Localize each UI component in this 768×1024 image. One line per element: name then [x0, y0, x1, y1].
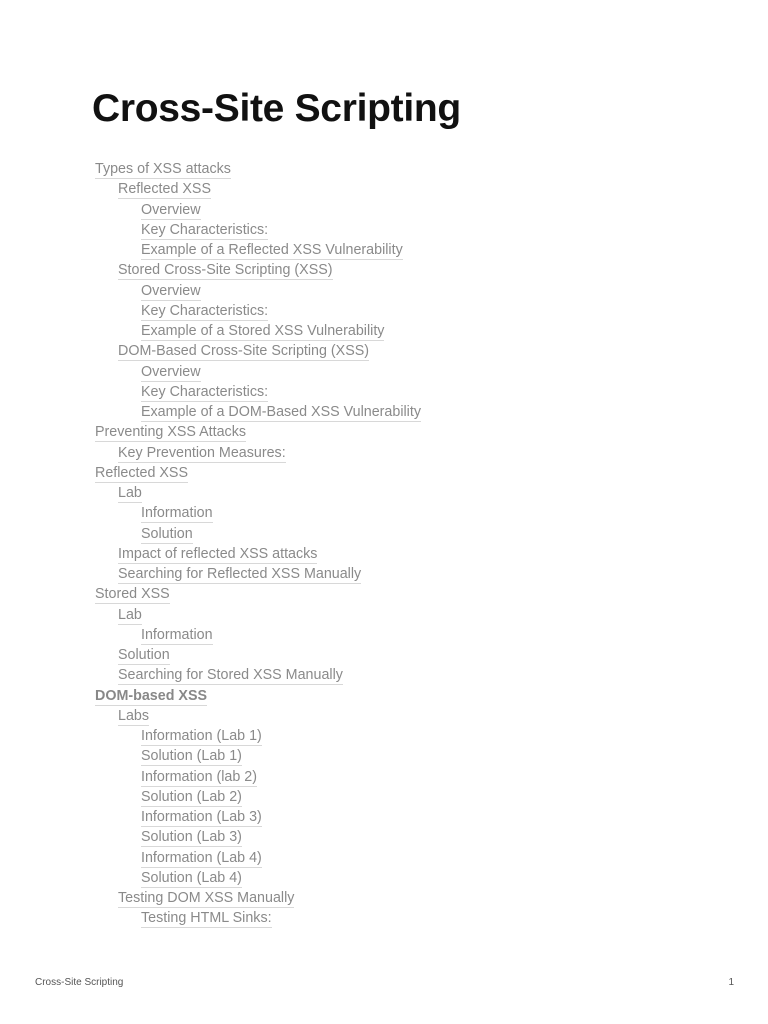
toc-link[interactable]: Reflected XSS — [118, 181, 211, 198]
toc-item — [95, 605, 421, 625]
toc-link[interactable]: Lab — [118, 606, 142, 623]
toc-item — [95, 281, 421, 301]
toc-link[interactable]: Solution (Lab 4) — [141, 869, 242, 886]
toc-item — [95, 503, 421, 523]
toc-link[interactable]: Overview — [141, 282, 201, 299]
toc-item — [95, 200, 421, 220]
toc-item — [95, 888, 421, 908]
toc-item — [95, 220, 421, 240]
toc-item — [95, 402, 421, 422]
toc-link[interactable]: Solution — [118, 647, 170, 663]
toc-link[interactable]: Key Prevention Measures: — [118, 444, 286, 461]
toc-link[interactable]: Reflected XSS — [95, 464, 188, 481]
toc-link[interactable]: Overview — [141, 363, 201, 380]
toc-link[interactable]: Key Characteristics: — [141, 302, 269, 319]
toc-item — [95, 665, 421, 685]
toc-item — [95, 848, 421, 868]
toc-item — [95, 746, 421, 766]
toc-item — [95, 908, 421, 928]
toc-link[interactable]: DOM-based XSS — [95, 687, 208, 704]
toc-item — [95, 564, 421, 584]
toc-item — [95, 382, 421, 402]
table-of-contents — [95, 159, 421, 929]
toc-link[interactable]: Stored Cross-Site Scripting (XSS) — [118, 262, 333, 279]
toc-link[interactable]: Solution (Lab 2) — [141, 788, 242, 805]
toc-link[interactable]: Solution (Lab 1) — [141, 748, 242, 765]
toc-item — [95, 260, 421, 280]
toc-link[interactable]: Example of a DOM-Based XSS Vulnerability — [141, 404, 421, 420]
toc-link[interactable]: Information (Lab 4) — [141, 849, 262, 866]
toc-item — [95, 321, 421, 341]
toc-link[interactable]: Lab — [118, 485, 142, 501]
toc-link[interactable]: Impact of reflected XSS attacks — [118, 545, 318, 562]
toc-item — [95, 726, 421, 746]
toc-link[interactable]: Overview — [141, 201, 201, 218]
toc-item — [95, 179, 421, 199]
toc-link[interactable]: Solution — [141, 525, 193, 542]
toc-link[interactable]: Information (Lab 1) — [141, 728, 262, 744]
toc-item — [95, 341, 421, 361]
toc-item — [95, 301, 421, 321]
toc-item — [95, 645, 421, 665]
toc-link[interactable]: Labs — [118, 707, 150, 724]
toc-item — [95, 807, 421, 827]
toc-link[interactable]: Preventing XSS Attacks — [95, 424, 246, 441]
toc-item — [95, 422, 421, 442]
toc-item — [95, 240, 421, 260]
toc-item — [95, 584, 421, 604]
toc-item — [95, 362, 421, 382]
toc-item — [95, 544, 421, 564]
toc-item — [95, 443, 421, 463]
page-title: Cross-Site Scripting — [92, 87, 461, 130]
toc-link[interactable]: Key Characteristics: — [141, 221, 269, 238]
toc-item — [95, 159, 421, 179]
toc-link[interactable]: Types of XSS attacks — [95, 161, 231, 177]
footer-document-title: Cross-Site Scripting — [35, 977, 124, 988]
toc-link[interactable]: Information — [141, 505, 213, 522]
toc-link[interactable]: Stored XSS — [95, 586, 170, 603]
toc-link[interactable]: Key Characteristics: — [141, 383, 269, 400]
toc-link[interactable]: Testing DOM XSS Manually — [118, 890, 295, 906]
toc-item — [95, 706, 421, 726]
toc-link[interactable]: DOM-Based Cross-Site Scripting (XSS) — [118, 343, 370, 360]
toc-link[interactable]: Searching for Reflected XSS Manually — [118, 566, 362, 582]
toc-link[interactable]: Solution (Lab 3) — [141, 829, 242, 846]
toc-link[interactable]: Information (Lab 3) — [141, 809, 262, 825]
toc-link[interactable]: Information — [141, 626, 213, 643]
toc-link[interactable]: Example of a Reflected XSS Vulnerability — [141, 242, 403, 258]
footer-page-number: 1 — [728, 977, 734, 988]
toc-item — [95, 827, 421, 847]
toc-item — [95, 868, 421, 888]
toc-link[interactable]: Testing HTML Sinks: — [141, 910, 272, 927]
toc-link[interactable]: Example of a Stored XSS Vulnerability — [141, 323, 385, 339]
toc-item — [95, 625, 421, 645]
toc-link[interactable]: Information (lab 2) — [141, 768, 258, 785]
toc-item — [95, 483, 421, 503]
toc-item — [95, 524, 421, 544]
toc-item — [95, 463, 421, 483]
toc-item — [95, 767, 421, 787]
toc-item — [95, 686, 421, 706]
toc-link[interactable]: Searching for Stored XSS Manually — [118, 667, 343, 684]
toc-item — [95, 787, 421, 807]
